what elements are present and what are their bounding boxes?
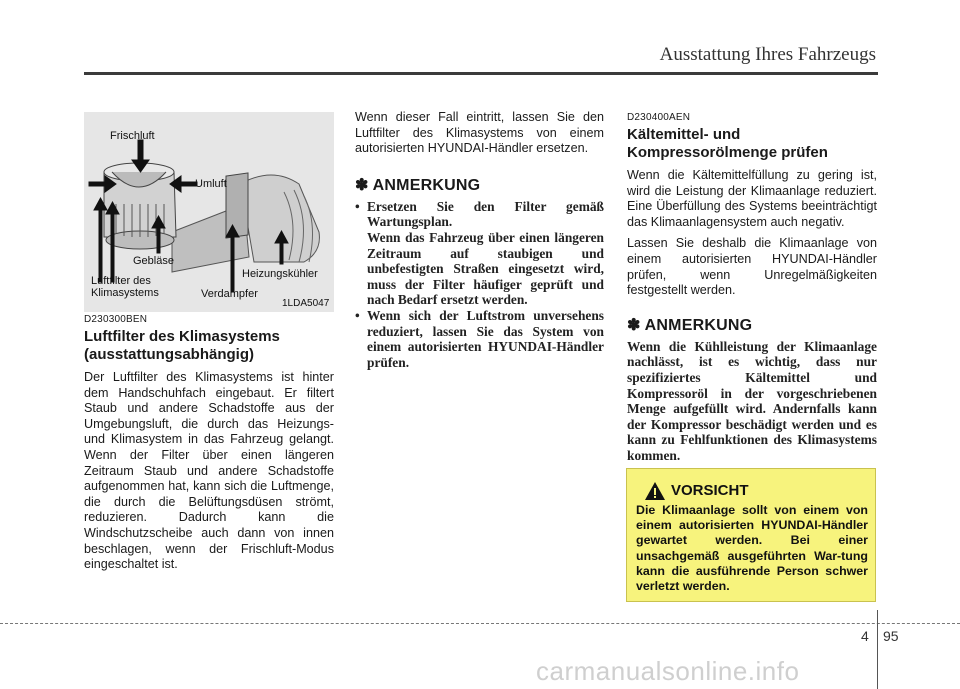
section-body — [627, 168, 877, 299]
paragraph: Wenn dieser Fall eintritt, lassen Sie den Luftfilter des Klimasystems von einem autorisierten HYUNDAI-Händler ersetzen. — [355, 110, 604, 156]
caution-body: Die Klimaanlage sollt von einem von einem autorisierten HYUNDAI-Händler gewartet werden. Bei einer unsachgemäß ausgeführten War-tung kann die ausführende Person schwer verletzt werden. — [636, 503, 868, 594]
section-code: D230400AEN — [627, 112, 691, 123]
caution-title: VORSICHT — [671, 482, 749, 499]
note-title: ✽ ANMERKUNG — [627, 316, 753, 334]
climate-system-diagram — [84, 112, 334, 312]
note-list — [355, 199, 604, 371]
column-note — [355, 110, 604, 370]
figure-code: 1LDA5047 — [282, 298, 330, 309]
section-body — [84, 370, 334, 573]
label-heizungskuehler: Heizungskühler — [242, 268, 318, 280]
label-geblaese: Gebläse — [133, 255, 174, 267]
chapter-number: 4 — [861, 628, 869, 644]
paragraph: Wenn die Kältemittelfüllung zu gering ist, wird die Leistung der Klimaanlage reduziert. Eine Überfüllung des Systems beeinträchtigt das Klimaanlagensystem auch negativ. — [627, 168, 877, 229]
note-body: Wenn die Kühlleistung der Klimaanlage nachlässt, ist es wichtig, dass nur spezifiziertes Kältemittel und Kompressoröl in der vorgeschriebenen Menge aufgefüllt wird. Andernfalls kann der Kompressor beschädigt werden und es kann zu Fehlfunktionen des Klimasystems kommen. — [627, 338, 877, 463]
page-number: 95 — [883, 628, 899, 644]
footer-divider — [877, 610, 878, 689]
section-title: Kältemittel- und Kompressorölmenge prüfen — [627, 126, 828, 161]
footer-rule — [0, 623, 960, 624]
note-bullet-text: Wenn sich der Luftstrom unversehens reduziert, lassen Sie das System von einem autorisierten HYUNDAI-Händler prüfen. — [367, 307, 604, 370]
watermark: carmanualsonline.info — [536, 656, 800, 686]
label-frischluft: Frischluft — [110, 130, 155, 142]
section-body — [355, 110, 604, 157]
caution-box — [626, 468, 876, 602]
label-verdampfer: Verdampfer — [201, 288, 258, 300]
note-bullet-text: Ersetzen Sie den Filter gemäß Wartungsplan. Wenn das Fahrzeug über einen längeren Zeitraum auf staubigen und unbefestigten Straßen eingesetzt wird, muss der Filter häufiger geprüft und nach Bedarf ersetzt werden. — [367, 198, 604, 308]
column-refrigerant — [627, 112, 877, 464]
section-title: Luftfilter des Klimasystems (ausstattungsabhängig) — [84, 328, 280, 363]
page-header-title: Ausstattung Ihres Fahrzeugs — [659, 44, 876, 65]
note-bullet: • Ersetzen Sie den Filter gemäß Wartungsplan. Wenn das Fahrzeug über einen längeren Zeitraum auf staubigen und unbefestigten Straßen eingesetzt wird, muss der Filter häufiger geprüft und nach Bedarf ersetzt werden. — [355, 198, 604, 308]
paragraph: Lassen Sie deshalb die Klimaanlage von einem autorisierten HYUNDAI-Händler prüfen, wenn Unregelmäßigkeiten festgestellt werden. — [627, 236, 877, 298]
paragraph: Der Luftfilter des Klimasystems ist hinter dem Handschuhfach eingebaut. Er filtert Staub und andere Schadstoffe aus der Umgebungsluft, die durch das Heizungs- und Klimasystem in das Fahrzeug gelangt. Wenn der Filter über einen längeren Zeitraum Staub und andere Schadstoffe aufgenommen hat, kann sich die Luftmenge, die durch die Belüftungsdüsen strömt, reduzieren. Dadurch kann die Windschutzscheibe auch dann von innen beschlagen, wenn der Frischluft-Modus eingeschaltet ist. — [84, 370, 334, 572]
label-luftfilter: Luftfilter des Klimasystems — [91, 275, 159, 299]
header-rule — [84, 72, 878, 75]
note-title: ✽ ANMERKUNG — [355, 176, 481, 194]
warning-triangle-icon — [644, 481, 666, 501]
column-air-filter — [84, 314, 334, 579]
note-bullet: • Wenn sich der Luftstrom unversehens reduziert, lassen Sie das System von einem autorisierten HYUNDAI-Händler prüfen. — [355, 307, 604, 370]
label-umluft: Umluft — [195, 178, 227, 190]
section-code: D230300BEN — [84, 314, 148, 325]
